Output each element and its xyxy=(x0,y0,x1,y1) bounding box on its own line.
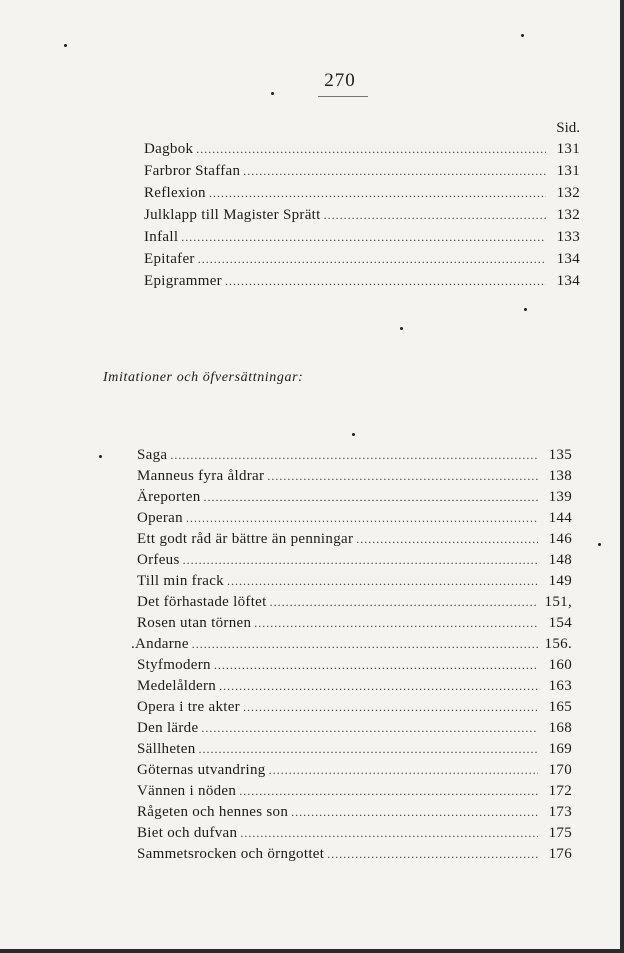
toc-entry xyxy=(137,552,572,574)
dot-leader xyxy=(209,186,546,201)
dot-leader xyxy=(327,847,538,862)
toc-entry-title: Sällheten xyxy=(137,741,196,757)
dot-leader xyxy=(254,616,538,631)
toc-entry-title: Det förhastade löftet xyxy=(137,594,267,610)
toc-entry-title: Till min frack xyxy=(137,573,224,589)
toc-entry xyxy=(144,251,580,273)
toc-entry-page: 131 xyxy=(556,141,580,157)
toc-entry xyxy=(137,741,572,763)
toc-entry xyxy=(137,447,572,469)
toc-entry-page: 139 xyxy=(548,489,572,505)
toc-entry-page: 160 xyxy=(548,657,572,673)
dot-leader xyxy=(186,511,538,526)
toc-entry xyxy=(137,699,572,721)
scan-speck xyxy=(524,308,527,311)
toc-entry-page: 172 xyxy=(548,783,572,799)
toc-entry-title: .Andarne xyxy=(131,636,189,652)
toc-entry xyxy=(144,185,580,207)
toc-entry xyxy=(137,678,572,700)
toc-entry-page: 173 xyxy=(548,804,572,820)
toc-entry xyxy=(137,657,572,679)
scan-edge-bottom xyxy=(0,949,624,953)
toc-entry-page: 132 xyxy=(556,207,580,223)
toc-entry-page: 135 xyxy=(548,447,572,463)
toc-entry-title: Farbror Staffan xyxy=(144,163,241,179)
toc-entry-title: Den lärde xyxy=(137,720,199,736)
toc-entry-title: Infall xyxy=(144,229,179,245)
page-number-rule xyxy=(318,96,368,97)
toc-entry-page: 170 xyxy=(548,762,572,778)
toc-entry-page: 149 xyxy=(548,573,572,589)
dot-leader xyxy=(356,532,538,547)
toc-entry-title: Saga xyxy=(137,447,168,463)
page-column-label: Sid. xyxy=(556,120,580,136)
toc-entry-title: Vännen i nöden xyxy=(137,783,237,799)
toc-entry-page: 131 xyxy=(556,163,580,179)
toc-entry xyxy=(137,615,572,637)
page-number: 270 xyxy=(324,70,356,91)
toc-entry-title: Epitafer xyxy=(144,251,195,267)
dot-leader xyxy=(196,142,546,157)
toc-entry-page: 132 xyxy=(556,185,580,201)
toc-entry-page: 144 xyxy=(548,510,572,526)
toc-entry-title: Göternas utvandring xyxy=(137,762,266,778)
toc-entry xyxy=(137,762,572,784)
toc-entry-title: Opera i tre akter xyxy=(137,699,240,715)
toc-entry xyxy=(144,163,580,185)
toc-entry-page: 134 xyxy=(556,273,580,289)
toc-entry xyxy=(137,468,572,490)
scan-speck xyxy=(352,433,355,436)
dot-leader xyxy=(225,274,546,289)
toc-entry-title: Äreporten xyxy=(137,489,201,505)
dot-leader xyxy=(227,574,538,589)
dot-leader xyxy=(181,230,546,245)
toc-entry-title: Styfmodern xyxy=(137,657,211,673)
toc-entry xyxy=(137,594,572,616)
toc-entry-title: Epigrammer xyxy=(144,273,222,289)
scan-speck xyxy=(598,543,601,546)
toc-entry-title: Julklapp till Magister Sprätt xyxy=(144,207,321,223)
toc-entry-title: Rågeten och hennes son xyxy=(137,804,289,820)
toc-entry xyxy=(137,489,572,511)
toc-entry-page: 138 xyxy=(548,468,572,484)
scan-edge-right xyxy=(620,0,624,953)
toc-entry xyxy=(144,207,580,229)
toc-entry xyxy=(144,229,580,251)
scan-speck xyxy=(99,455,102,458)
toc-entry xyxy=(137,531,572,553)
toc-entry-title: Operan xyxy=(137,510,183,526)
dot-leader xyxy=(170,448,538,463)
dot-leader xyxy=(239,784,538,799)
dot-leader xyxy=(201,721,538,736)
scan-speck xyxy=(64,44,67,47)
dot-leader xyxy=(199,742,538,757)
section-heading: Imitationer och öfversättningar: xyxy=(103,370,304,385)
toc-entry-page: 175 xyxy=(548,825,572,841)
dot-leader xyxy=(291,805,538,820)
toc-entry-title: Medelåldern xyxy=(137,678,217,694)
toc-entry-page: 134 xyxy=(556,251,580,267)
toc-entry xyxy=(137,573,572,595)
dot-leader xyxy=(219,679,538,694)
toc-entry-page: 165 xyxy=(548,699,572,715)
toc-entry-page: 163 xyxy=(548,678,572,694)
dot-leader xyxy=(240,826,538,841)
dot-leader xyxy=(192,637,538,652)
toc-entry xyxy=(137,825,572,847)
scan-speck xyxy=(400,327,403,330)
dot-leader xyxy=(204,490,538,505)
toc-entry xyxy=(144,141,580,163)
dot-leader xyxy=(270,595,538,610)
toc-entry-page: 148 xyxy=(548,552,572,568)
toc-entry-page: 169 xyxy=(548,741,572,757)
toc-entry xyxy=(137,510,572,532)
toc-entry-title: Manneus fyra åldrar xyxy=(137,468,265,484)
toc-entry-page: 146 xyxy=(548,531,572,547)
toc-entry-page: 156. xyxy=(544,636,572,652)
toc-entry-page: 176 xyxy=(548,846,572,862)
dot-leader xyxy=(183,553,538,568)
toc-entry-title: Reflexion xyxy=(144,185,206,201)
toc-entry-title: Biet och dufvan xyxy=(137,825,238,841)
toc-entry xyxy=(144,273,580,295)
toc-entry-page: 154 xyxy=(548,615,572,631)
toc-entry-page: 133 xyxy=(556,229,580,245)
dot-leader xyxy=(269,763,538,778)
dot-leader xyxy=(198,252,546,267)
toc-entry xyxy=(137,720,572,742)
toc-entry xyxy=(137,783,572,805)
dot-leader xyxy=(267,469,538,484)
toc-entry-title: Dagbok xyxy=(144,141,194,157)
toc-entry-title: Sammetsrocken och örngottet xyxy=(137,846,325,862)
toc-entry-title: Ett godt råd är bättre än penningar xyxy=(137,531,354,547)
toc-entry-title: Orfeus xyxy=(137,552,180,568)
dot-leader xyxy=(243,164,546,179)
scan-speck xyxy=(521,34,524,37)
dot-leader xyxy=(214,658,538,673)
toc-entry-page: 168 xyxy=(548,720,572,736)
dot-leader xyxy=(243,700,538,715)
toc-entry xyxy=(137,804,572,826)
toc-entry-page: 151, xyxy=(544,594,572,610)
toc-entry-title: Rosen utan törnen xyxy=(137,615,252,631)
dot-leader xyxy=(324,208,546,223)
toc-entry xyxy=(137,846,572,868)
toc-entry xyxy=(131,636,572,658)
scan-speck xyxy=(271,92,274,95)
